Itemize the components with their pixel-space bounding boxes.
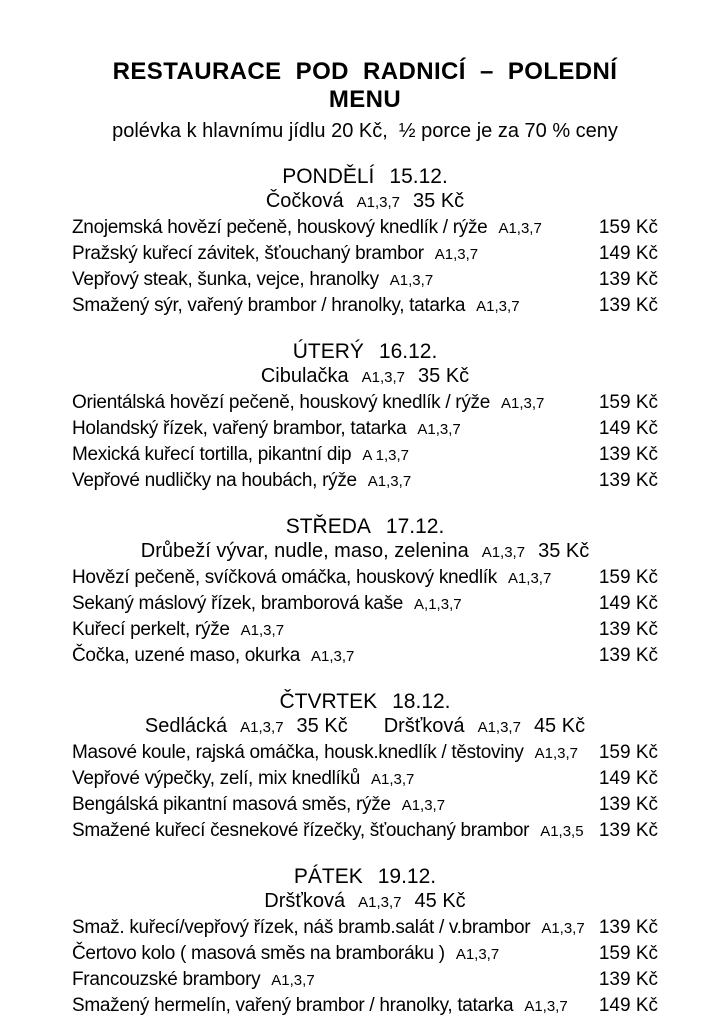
dish-price: 149 Kč [598,995,658,1016]
dish-name: Vepřové výpečky, zelí, mix knedlíků [72,768,360,789]
soup-name: Dršťková [264,890,346,912]
soup-line [72,889,658,915]
soup [145,714,348,740]
dish-name: Kuřecí perkelt, rýže [72,619,230,640]
dish-name: Orientálská hovězí pečeně, houskový knedlík / rýže [72,392,491,413]
soup-line [72,189,658,215]
menu-item-row [72,941,658,967]
dish-price: 149 Kč [598,243,658,264]
menu-item-row [72,967,658,993]
dish-allergens: A1,3,7 [507,570,552,587]
soup-line [72,539,658,565]
dish-allergens: A1,3,7 [541,920,585,937]
menu-item-row [72,617,658,643]
dish-name: Smažené kuřecí česnekové řízečky, šťouchaný brambor [72,820,530,841]
soup-price: 35 Kč [296,715,348,737]
menu-item-row [72,740,658,766]
day-name: PONDĚLÍ [282,165,375,188]
dish-name: Masové koule, rajská omáčka, housk.knedlík / těstoviny [72,742,524,763]
dish-allergens: A1,3,7 [501,395,545,412]
menu-item-row [72,468,658,494]
dish-price: 139 Kč [598,269,658,290]
dish-price: 139 Kč [598,917,658,938]
dish-allergens: A1,3,7 [498,220,542,237]
dish-name: Vepřový steak, šunka, vejce, hranolky [72,269,379,290]
day-date: 16.12. [378,340,438,363]
menu-item-row [72,267,658,293]
dish-allergens: A1,3,7 [367,473,412,490]
dish-name: Pražský kuřecí závitek, šťouchaný brambor [72,243,424,264]
page-subtitle: polévka k hlavnímu jídlu 20 Kč, ½ porce je za 70 % ceny [112,120,618,142]
menu-item-row [72,241,658,267]
dish-price: 149 Kč [598,768,658,789]
soup [384,714,585,740]
day-section-thursday [72,689,658,844]
soup-name: Cibulačka [260,365,349,387]
soup-price: 45 Kč [533,715,586,737]
day-section-tuesday [72,339,658,494]
dish-price: 149 Kč [598,418,658,439]
day-date: 15.12. [389,165,448,188]
day-header [72,164,658,189]
soup [261,364,469,390]
dish-name: Mexická kuřecí tortilla, pikantní dip [72,444,352,465]
menu-item-row [72,442,658,468]
menu-item-row [72,591,658,617]
day-header [72,339,658,364]
dish-price: 159 Kč [598,217,658,238]
dish-name: Znojemská hovězí pečeně, houskový knedlík / rýže [72,217,488,238]
dish-name: Čočka, uzené maso, okurka [72,645,301,666]
dish-allergens: A1,3,5 [540,823,584,840]
menu-item-row [72,390,658,416]
dish-allergens: A1,3,7 [389,272,434,289]
day-name: STŘEDA [285,515,371,538]
soup-name: Dršťková [383,715,465,737]
dish-allergens: A1,3,7 [271,972,315,989]
menu-item-row [72,416,658,442]
dish-price: 139 Kč [598,820,658,841]
menu-item-row [72,915,658,941]
dish-price: 139 Kč [598,619,658,640]
soup [264,889,465,915]
dish-name: Vepřové nudličky na houbách, rýže [72,470,357,491]
dish-allergens: A1,3,7 [311,648,355,665]
dish-allergens: A1,3,7 [534,745,579,762]
dish-allergens: A1,3,7 [401,797,446,814]
dish-allergens: A1,3,7 [240,622,285,639]
dish-price: 139 Kč [598,794,658,815]
dish-allergens: A1,3,7 [476,298,520,315]
dish-price: 139 Kč [598,444,658,465]
dish-name: Hovězí pečeně, svíčková omáčka, houskový knedlík [72,567,497,588]
dish-name: Smažený hermelín, vařený brambor / hranolky, tatarka [72,995,514,1016]
menu-item-row [72,818,658,844]
soup-line [72,714,658,740]
soup-name: Čočková [265,190,344,212]
dish-price: 159 Kč [598,567,658,588]
dish-price: 159 Kč [598,943,658,964]
day-date: 17.12. [385,515,445,538]
dish-name: Smažený sýr, vařený brambor / hranolky, tatarka [72,295,466,316]
soup-allergens: A1,3,7 [240,719,284,736]
dish-name: Sekaný máslový řízek, bramborová kaše [72,593,404,614]
menu-item-row [72,643,658,669]
soup [266,189,464,215]
soup-price: 45 Kč [414,890,466,912]
menu-item-row [72,565,658,591]
day-name: PÁTEK [293,865,363,888]
dish-price: 139 Kč [598,470,658,491]
page-title: RESTAURACE POD RADNICÍ – POLEDNÍ MENU [112,58,632,113]
day-header [72,689,658,714]
soup-allergens: A1,3,7 [361,369,406,386]
soup-allergens: A1,3,7 [481,544,526,561]
soup [141,539,589,565]
menu-item-row [72,993,658,1019]
dish-price: 139 Kč [598,969,658,990]
menu-item-row [72,792,658,818]
day-header [72,514,658,539]
menu-item-row [72,766,658,792]
dish-allergens: A1,3,7 [417,421,461,438]
dish-name: Francouzské brambory [72,969,261,990]
menu-item-row [72,215,658,241]
dish-name: Holandský řízek, vařený brambor, tatarka [72,418,407,439]
dish-name: Smaž. kuřecí/vepřový řízek, náš bramb.salát / v.brambor [72,917,531,938]
dish-allergens: A1,3,7 [455,946,500,963]
dish-name: Čertovo kolo ( masová směs na bramboráku ) [72,943,445,964]
soup-price: 35 Kč [538,540,590,562]
dish-price: 159 Kč [598,392,658,413]
day-section-friday [72,864,658,1019]
day-date: 18.12. [392,690,451,713]
soup-allergens: A1,3,7 [356,194,401,211]
soup-allergens: A1,3,7 [477,719,521,736]
day-date: 19.12. [377,865,437,888]
soup-name: Drůbeží vývar, nudle, maso, zelenina [140,540,469,562]
dish-allergens: A1,3,7 [434,246,479,263]
dish-price: 139 Kč [598,295,658,316]
soup-price: 35 Kč [418,365,470,387]
dish-allergens: A,1,3,7 [414,596,462,613]
day-section-wednesday [72,514,658,669]
dish-allergens: A1,3,7 [371,771,415,788]
day-name: ÚTERÝ [292,340,364,363]
menu-item-row [72,293,658,319]
dish-name: Bengálská pikantní masová směs, rýže [72,794,391,815]
dish-price: 139 Kč [598,645,658,666]
soup-allergens: A1,3,7 [358,894,402,911]
dish-allergens: A1,3,7 [524,998,568,1015]
day-name: ČTVRTEK [279,690,378,713]
dish-allergens: A 1,3,7 [362,447,410,464]
dish-price: 159 Kč [598,742,658,763]
soup-name: Sedlácká [144,715,228,737]
soup-line [72,364,658,390]
day-section-monday [72,164,658,319]
dish-price: 149 Kč [598,593,658,614]
soup-price: 35 Kč [413,190,465,212]
day-header [72,864,658,889]
